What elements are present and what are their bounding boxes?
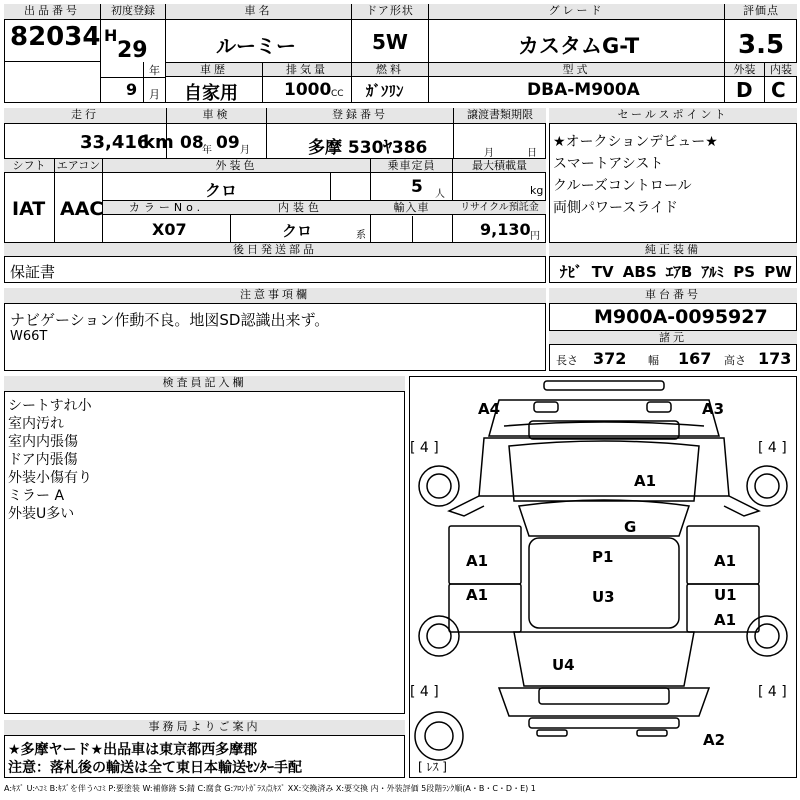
inspector-line: 室内内張傷 — [8, 434, 78, 450]
damage-a1-left-rear: A1 — [466, 586, 489, 604]
displacement-unit: CC — [331, 89, 344, 99]
reg-month: 9 — [126, 80, 138, 99]
inspector-line: ミラー A — [8, 488, 65, 504]
notes-header: 注意事項欄 — [4, 288, 546, 304]
exterior-grade: D — [736, 78, 753, 102]
mileage-unit: km — [143, 132, 174, 153]
width-value: 167 — [678, 349, 712, 368]
recycle-header: リサイクル預託金 — [453, 201, 546, 215]
damage-a1-hood: A1 — [634, 472, 657, 490]
fuel-header: 燃料 — [352, 63, 428, 77]
history: 自家用 — [184, 83, 238, 104]
capacity-header: 乗車定員 — [371, 159, 452, 173]
inspection-year-unit: 年 — [202, 145, 212, 156]
damage-p1: P1 — [592, 548, 614, 566]
length-label: 長さ — [556, 354, 578, 367]
inspector-header: 検査員記入欄 — [4, 376, 405, 392]
damage-u3: U3 — [592, 588, 615, 606]
mileage: 33,416 — [80, 132, 150, 153]
import-header: 輸入車 — [371, 201, 452, 215]
door-type: 5W — [372, 30, 408, 54]
damage-a1-left-front: A1 — [466, 552, 489, 570]
sales-point-header: セールスポイント — [549, 108, 797, 124]
inspector-line: シートすれ小 — [8, 398, 92, 414]
history-header: 車歴 — [166, 63, 262, 77]
shift: IAT — [12, 198, 46, 220]
sales-point-line: スマートアシスト — [553, 156, 664, 172]
interior-grade: C — [771, 78, 786, 102]
sales-point-line: クルーズコントロール — [553, 178, 692, 194]
damage-a3: A3 — [702, 400, 725, 418]
later-parts-header: 後日発送部品 — [4, 243, 546, 257]
model-header: 型式 — [429, 63, 724, 77]
car-name-header: 車名 — [166, 4, 351, 20]
sales-point-line: 両側パワースライド — [553, 200, 678, 216]
year-unit: 年 — [149, 64, 160, 77]
inspector-line: 外装小傷有り — [8, 470, 92, 486]
ac-header: エアコン — [56, 159, 101, 172]
ac: AAC — [60, 198, 104, 220]
grade: カスタムG-T — [518, 34, 640, 58]
inspector-section — [4, 376, 405, 714]
color-no-header: カラーNo. — [103, 201, 230, 215]
width-label: 幅 — [648, 354, 659, 367]
first-reg-header: 初度登録 — [101, 4, 165, 20]
tire-rr: [ 4 ] — [758, 684, 787, 700]
tire-fr: [ 4 ] — [758, 440, 787, 456]
spare-tire: [ ﾚｽ ] — [418, 760, 447, 774]
interior-color: クロ — [282, 222, 313, 240]
height-label: 高さ — [724, 354, 746, 367]
damage-g: G — [624, 518, 637, 536]
load-header: 最大積載量 — [453, 159, 546, 173]
reg-year: 29 — [117, 38, 148, 63]
office-line: 注意：落札後の輸送は全て東日本輸送ｾﾝﾀｰ手配 — [8, 760, 302, 776]
model: DBA-M900A — [527, 80, 640, 100]
era: H — [104, 26, 118, 45]
fuel: ｶﾞｿﾘﾝ — [366, 82, 404, 100]
tire-rl: [ 4 ] — [410, 684, 439, 700]
car-name: ルーミー — [216, 34, 296, 58]
shift-header: シフト — [4, 159, 54, 173]
lot-number-header: 出品番号 — [4, 4, 100, 20]
transfer-header: 譲渡書類期限 — [454, 108, 546, 124]
displacement-header: 排気量 — [263, 63, 351, 77]
inspection-year: 08 — [180, 133, 204, 153]
damage-a4: A4 — [478, 400, 501, 418]
inspection-header: 車検 — [167, 108, 266, 124]
interior-header: 内装 — [765, 63, 797, 77]
inspection-month: 09 — [216, 133, 240, 153]
score: 3.5 — [738, 30, 785, 60]
interior-color-unit: 系 — [356, 230, 366, 241]
lot-number: 82034 — [10, 22, 101, 52]
tire-fl: [ 4 ] — [410, 440, 439, 456]
damage-u1-right: U1 — [714, 586, 737, 604]
body-color-header: 外装色 — [103, 159, 370, 173]
chassis-number: M900A-0095927 — [594, 306, 768, 328]
displacement: 1000 — [284, 80, 332, 100]
inspector-line: 室内汚れ — [8, 416, 64, 432]
color-number: X07 — [152, 220, 187, 239]
capacity-unit: 人 — [435, 189, 445, 200]
grade-header: グレード — [429, 4, 724, 20]
equipment-list: ﾅﾋﾞ TV ABS ｴｱB ｱﾙﾐ PS PW — [560, 263, 792, 281]
transfer-day: 日 — [527, 148, 537, 159]
load-unit: kg — [530, 184, 544, 197]
damage-a1-right-rear: A1 — [714, 611, 737, 629]
transfer-month: 月 — [484, 148, 494, 159]
later-parts: 保証書 — [10, 263, 56, 281]
inspector-line: ドア内張傷 — [8, 452, 78, 468]
body-color: クロ — [205, 181, 238, 200]
height-value: 173 — [758, 349, 792, 368]
inspector-line: 外装U多い — [8, 506, 75, 522]
door-header: ドア形状 — [352, 4, 428, 20]
damage-a2: A2 — [703, 731, 726, 749]
capacity: 5 — [411, 177, 423, 197]
damage-u4: U4 — [552, 656, 575, 674]
plate-number: 多摩 530ﾔ386 — [308, 138, 428, 158]
damage-a1-right-front: A1 — [714, 552, 737, 570]
notes-line: W66T — [10, 329, 48, 344]
score-header: 評価点 — [725, 4, 797, 20]
office-header: 事務局よりご案内 — [4, 720, 405, 736]
plate-header: 登録番号 — [267, 108, 453, 124]
length-value: 372 — [593, 349, 627, 368]
recycle-fee: 9,130 — [480, 220, 531, 239]
chassis-header: 車台番号 — [549, 288, 797, 304]
equipment-header: 純正装備 — [549, 243, 797, 257]
mileage-header: 走行 — [4, 108, 166, 124]
office-line: ★多摩ヤード★出品車は東京都西多摩郡 — [8, 742, 258, 758]
exterior-header: 外装 — [725, 63, 764, 77]
legend: A:ｷｽﾞ U:ﾍｺﾐ B:ｷｽﾞを伴うﾍｺﾐ P:要塗装 W:補修跡 S:錆 C:腐食 G:ﾌﾛﾝﾄｶﾞﾗｽ点ｷｽﾞ XX:交換済み X:要交換 内・外装評価 5段階ﾗﾝｸ順(A・B・C・D・E) 1 — [4, 784, 536, 793]
sales-point-line: ★オークションデビュー★ — [553, 134, 718, 150]
notes-line: ナビゲーション作動不良。地図SD認識出来ず。 — [10, 311, 330, 329]
recycle-unit: 円 — [530, 231, 540, 242]
car-diagram — [409, 376, 797, 778]
month-unit: 月 — [149, 88, 160, 101]
inspection-month-unit: 月 — [240, 145, 250, 156]
spec-header: 諸元 — [549, 331, 797, 345]
interior-color-header: 内装色 — [231, 201, 370, 215]
